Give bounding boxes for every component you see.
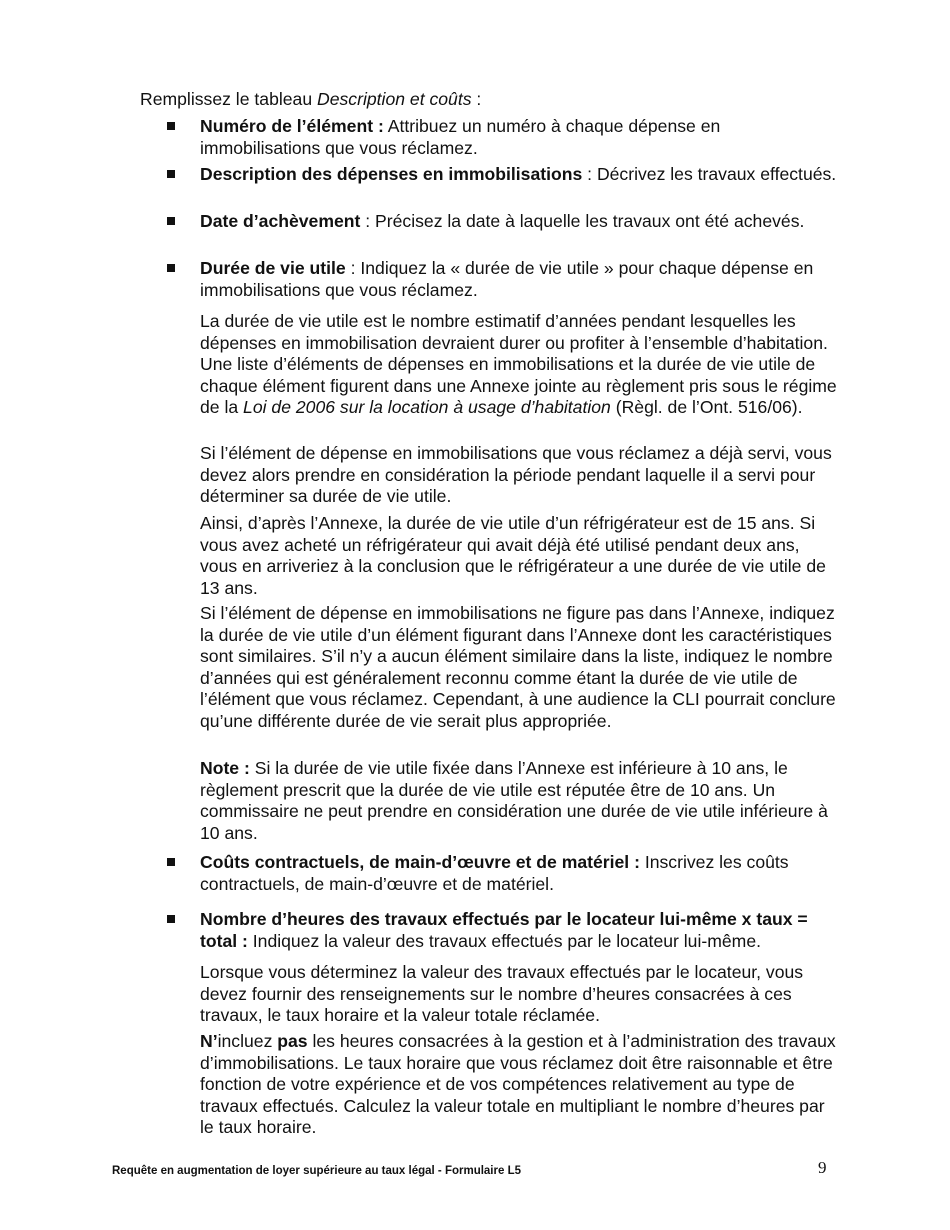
emphasis: pas [277, 1031, 308, 1051]
paragraph [200, 1031, 840, 1139]
bullet-term: Date d’achèvement [200, 211, 361, 231]
bullet-square-icon [167, 217, 175, 225]
intro-line [140, 89, 840, 111]
bullet-square-icon [167, 122, 175, 130]
note-label: Note : [200, 758, 250, 778]
bullet-item [200, 211, 840, 233]
bullet-square-icon [167, 170, 175, 178]
intro-prefix: Remplissez le tableau [140, 89, 318, 109]
bullet-term: Nombre d’heures des travaux effectués par le locateur lui-même x taux = total : [200, 909, 808, 951]
note-text: Si la durée de vie utile fixée dans l’Annexe est inférieure à 10 ans, le règlement prescrit que la durée de vie utile est réputée être de 10 ans. Un commissaire ne peut prendre en considération une durée de vie utile inférieure à 10 ans. [200, 758, 828, 843]
page-number: 9 [818, 1158, 827, 1177]
paragraph: Si l’élément de dépense en immobilisations que vous réclamez a déjà servi, vous devez alors prendre en considération la période pendant laquelle il a servi pour déterminer sa durée de vie utile. [200, 443, 832, 506]
bullet-item [200, 852, 840, 895]
paragraph-text: La durée de vie utile est le nombre estimatif d’années pendant lesquelles les dépenses en immobilisation devraient durer ou profiter à l’ensemble d’habitation. Une liste d’éléments de dépenses en immobilisations et la durée de vie utile de chaque élément figurent dans une Annexe jointe au règlement pris sous le régime de la [200, 311, 837, 417]
paragraph-text: les heures consacrées à la gestion et à l’administration des travaux d’immobilisations. Le taux horaire que vous réclamez doit être raisonnable et être fonction de votre expérience et de vos compétences relativement au type de travaux effectués. Calculez la valeur totale en multipliant le nombre d’heures par le taux horaire. [200, 1031, 836, 1137]
bullet-square-icon [167, 858, 175, 866]
paragraph [200, 311, 840, 419]
bullet-item [200, 164, 840, 186]
bullet-text: Inscrivez les coûts contractuels, de main-d’œuvre et de matériel. [200, 852, 789, 894]
bullet-square-icon [167, 264, 175, 272]
bullet-item [200, 258, 840, 301]
law-title: Loi de 2006 sur la location à usage d’habitation [243, 397, 611, 417]
bullet-text: : Précisez la date à laquelle les travaux ont été achevés. [360, 211, 805, 231]
bullet-text: : Indiquez la « durée de vie utile » pour chaque dépense en immobilisations que vous réclamez. [200, 258, 814, 300]
bullet-term: Numéro de l’élément : [200, 116, 384, 136]
note-paragraph [200, 758, 840, 844]
paragraph-text: incluez [217, 1031, 278, 1051]
intro-italic: Description et coûts [317, 89, 472, 109]
bullet-term: Durée de vie utile [200, 258, 346, 278]
bullet-text: Attribuez un numéro à chaque dépense en immobilisations que vous réclamez. [200, 116, 721, 158]
bullet-text: : Décrivez les travaux effectués. [582, 164, 837, 184]
bullet-item [200, 909, 840, 952]
bullet-text: Indiquez la valeur des travaux effectués par le locateur lui-même. [247, 930, 761, 951]
emphasis: N’ [200, 1031, 218, 1051]
paragraph: Lorsque vous déterminez la valeur des travaux effectués par le locateur, vous devez fournir des renseignements sur le nombre d’heures consacrées à ces travaux, le taux horaire et la valeur totale réclamée. [200, 962, 804, 1025]
bullet-term: Description des dépenses en immobilisations [200, 164, 583, 184]
bullet-item [200, 116, 840, 159]
bullet-term: Coûts contractuels, de main-d’œuvre et de matériel : [200, 852, 640, 872]
paragraph: Ainsi, d’après l’Annexe, la durée de vie utile d’un réfrigérateur est de 15 ans. Si vous avez acheté un réfrigérateur qui avait déjà été utilisé pendant deux ans, vous en arriveriez à la conclusion que le réfrigérateur a une durée de vie utile de 13 ans. [200, 513, 826, 598]
paragraph: Si l’élément de dépense en immobilisations ne figure pas dans l’Annexe, indiquez la durée de vie utile d’un élément figurant dans l’Annexe dont les caractéristiques sont similaires. S’il n’y a aucun élément similaire dans la liste, indiquez le nombre d’années qui est généralement reconnu comme étant la durée de vie utile de l’élément que vous réclamez. Cependant, à une audience la CLI pourrait conclure qu’une différente durée de vie serait plus appropriée. [200, 603, 836, 731]
intro-suffix: : [471, 89, 482, 109]
bullet-square-icon [167, 915, 175, 923]
footer-title: Requête en augmentation de loyer supérieure au taux légal - Formulaire L5 [112, 1165, 521, 1177]
paragraph-text: (Règl. de l’Ont. 516/06). [610, 397, 803, 417]
